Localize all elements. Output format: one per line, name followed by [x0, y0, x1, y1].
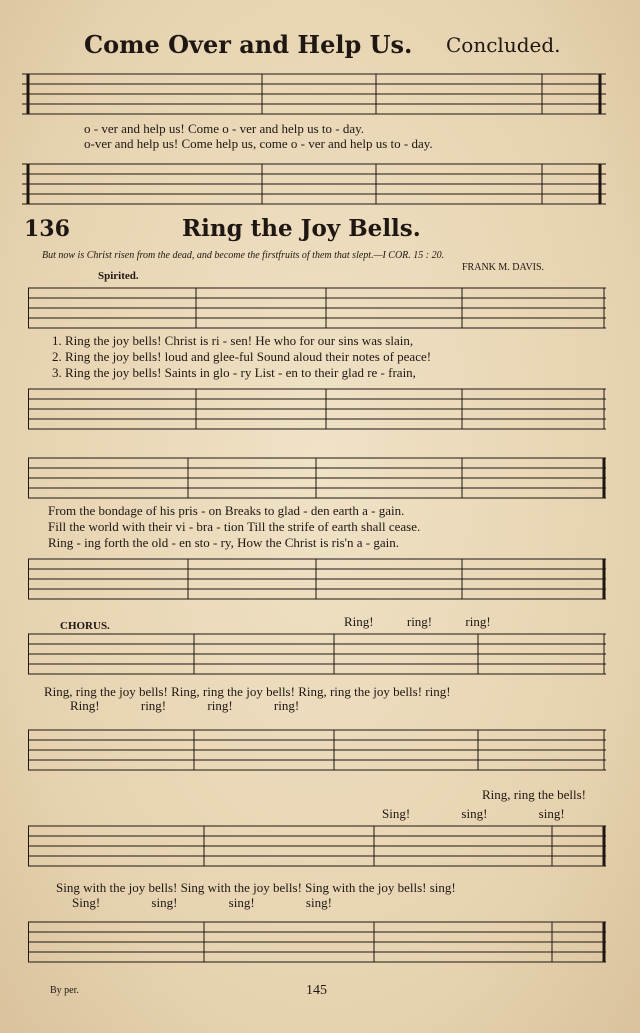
epigraph: But now is Christ risen from the dead, and become the firstfruits of them that slept.—I COR. 15 : 20.	[42, 250, 445, 261]
sing-echo-bottom: Sing! sing! sing! sing!	[72, 895, 332, 910]
verse-b-line-2: Fill the world with their vi - bra - tion Till the strife of earth shall cease.	[48, 519, 421, 534]
chorus1-bass-staff	[28, 724, 606, 776]
verse-a-line-3: 3. Ring the joy bells! Saints in glo - ry List - en to their glad re - frain,	[52, 365, 416, 380]
page-title-suffix: Concluded.	[446, 33, 561, 57]
verse-a-line-1: 1. Ring the joy bells! Christ is ri - sen! He who for our sins was slain,	[52, 333, 414, 348]
composer: FRANK M. DAVIS.	[462, 262, 545, 273]
tempo-marking: Spirited.	[98, 270, 139, 282]
verse-a-line-2: 2. Ring the joy bells! loud and glee-ful Sound aloud their notes of peace!	[52, 349, 432, 364]
chorus-bass-tail: Ring, ring the bells!	[482, 787, 586, 802]
chorus-echo-top: Ring! ring! ring!	[344, 614, 491, 629]
top-treble-staff	[22, 68, 606, 120]
verse-b-line-1: From the bondage of his pris - on Breaks to glad - den earth a - gain.	[48, 503, 405, 518]
chorus-label: CHORUS.	[60, 620, 110, 632]
top-bass-staff	[22, 158, 606, 210]
top-lyric-line-1: o - ver and help us! Come o - ver and help us to - day.	[84, 121, 365, 136]
chorus1-treble-staff	[28, 628, 606, 680]
hymn-number: 136	[24, 216, 70, 242]
credit-note: By per.	[50, 985, 79, 996]
verse2-treble-staff	[28, 452, 606, 504]
verse2-bass-staff	[28, 553, 606, 605]
chorus-bass-echo: Ring! ring! ring! ring!	[70, 698, 300, 713]
verse1-treble-staff	[28, 282, 606, 334]
verse-b-line-3: Ring - ing forth the old - en sto - ry, How the Christ is ris'n a - gain.	[48, 535, 400, 550]
page-number: 145	[306, 983, 327, 998]
chorus-main-line: Ring, ring the joy bells! Ring, ring the joy bells! Ring, ring the joy bells! ring!	[44, 684, 451, 699]
chorus-main-line-2: Sing with the joy bells! Sing with the joy bells! Sing with the joy bells! sing!	[56, 880, 456, 895]
hymn-title: Ring the Joy Bells.	[182, 215, 421, 242]
sing-echo-top: Sing! sing! sing!	[382, 806, 565, 821]
chorus2-bass-staff	[28, 916, 606, 968]
chorus2-treble-staff	[28, 820, 606, 872]
page-title: Come Over and Help Us.	[84, 30, 413, 59]
verse1-bass-staff	[28, 383, 606, 435]
top-lyric-line-2: o-ver and help us! Come help us, come o - ver and help us to - day.	[84, 136, 433, 151]
